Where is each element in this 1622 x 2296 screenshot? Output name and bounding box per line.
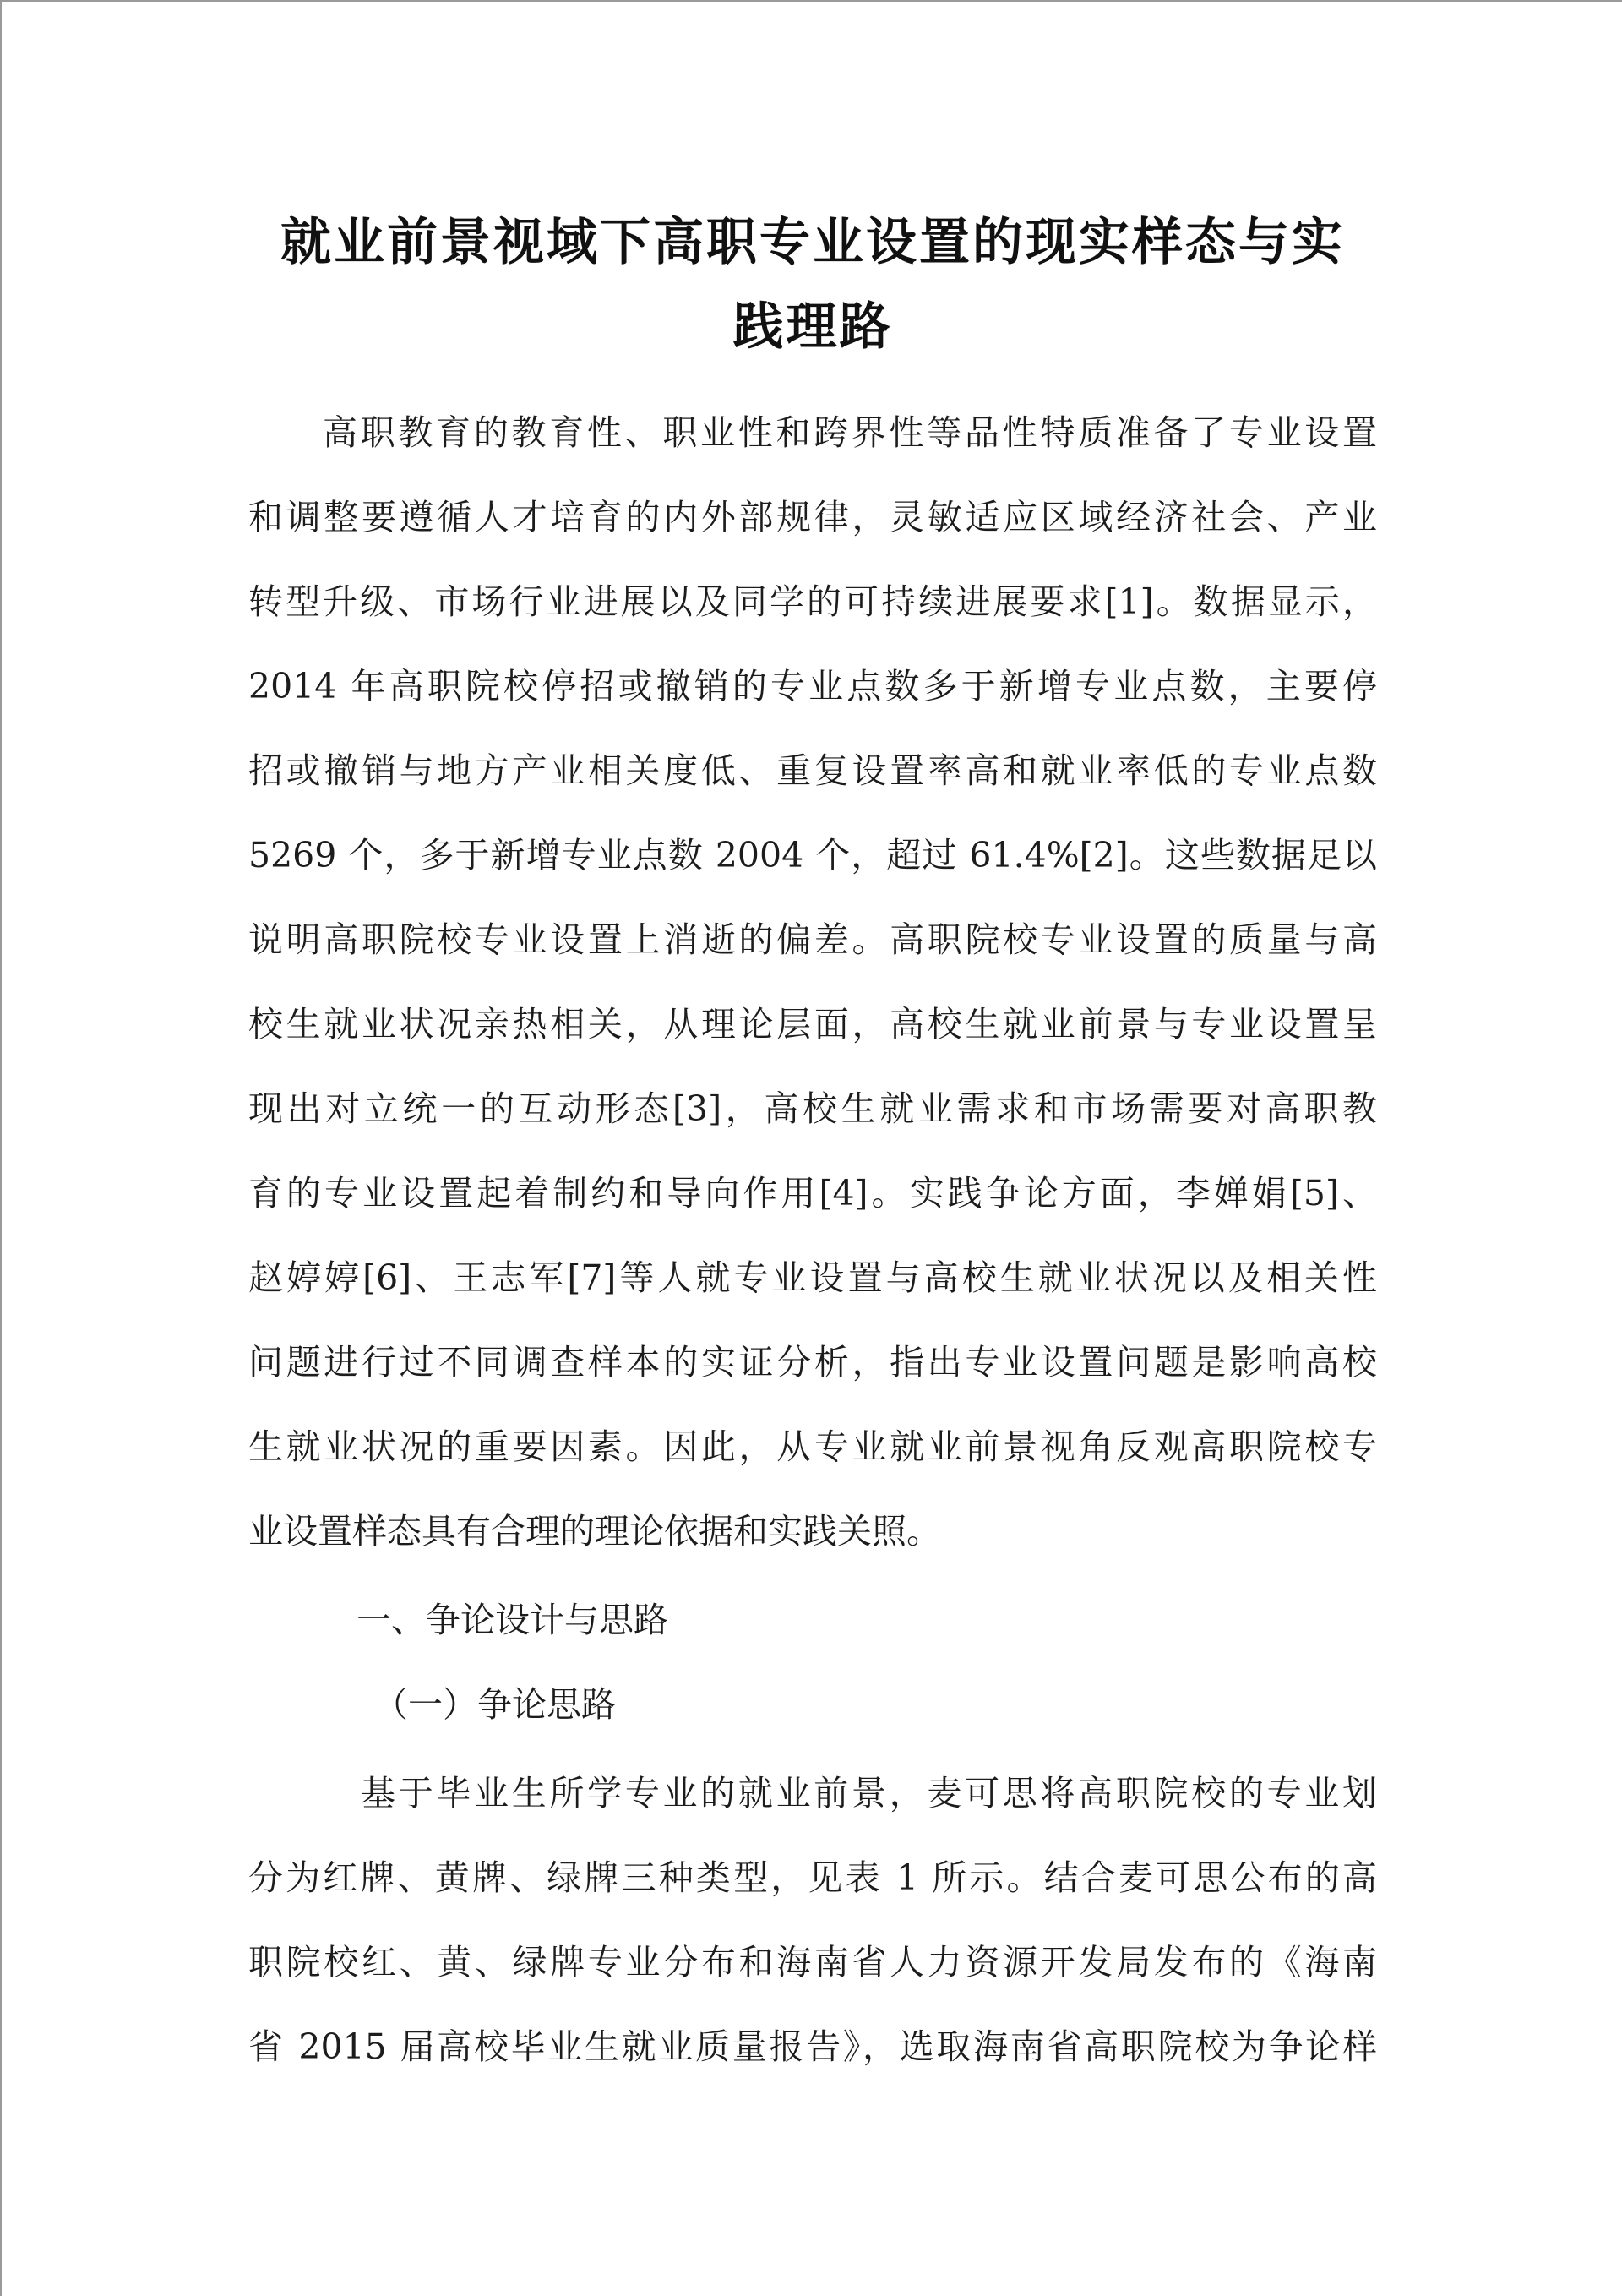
paragraph-line: 2014 年高职院校停招或撤销的专业点数多于新增专业点数，主要停	[248, 666, 1377, 706]
paragraph-line: 转型升级、市场行业进展以及同学的可持续进展要求[1]。数据显示，	[248, 581, 1377, 622]
document-title-line-2: 践理路	[732, 297, 893, 357]
paragraph-line: 分为红牌、黄牌、绿牌三种类型，见表 1 所示。结合麦可思公布的高	[248, 1857, 1377, 1898]
paragraph-line: 基于毕业生所学专业的就业前景，麦可思将高职院校的专业划	[361, 1773, 1377, 1813]
paragraph-line: 高职教育的教育性、职业性和跨界性等品性特质准备了专业设置	[323, 412, 1377, 453]
paragraph-line: 业设置样态具有合理的理论依据和实践关照。	[248, 1511, 941, 1552]
paragraph-line: 育的专业设置起着制约和导向作用[4]。实践争论方面，李婵娟[5]、	[248, 1173, 1377, 1213]
paragraph-line: 5269 个，多于新增专业点数 2004 个，超过 61.4%[2]。这些数据足以	[248, 835, 1377, 875]
paragraph-line: 职院校红、黄、绿牌专业分布和海南省人力资源开发局发布的《海南	[248, 1942, 1377, 1982]
paragraph-line: 生就业状况的重要因素。因此，从专业就业前景视角反观高职院校专	[248, 1426, 1377, 1467]
paragraph-line: 招或撤销与地方产业相关度低、重复设置率高和就业率低的专业点数	[248, 750, 1377, 791]
document-title-line-1: 就业前景视域下高职专业设置的现实样态与实	[280, 213, 1345, 272]
subsection-heading: （一）争论思路	[373, 1684, 616, 1725]
paragraph-line: 问题进行过不同调查样本的实证分析，指出专业设置问题是影响高校	[248, 1342, 1377, 1383]
paragraph-line: 省 2015 届高校毕业生就业质量报告》，选取海南省高职院校为争论样	[248, 2026, 1377, 2067]
paragraph-line: 说明高职院校专业设置上消逝的偏差。高职院校专业设置的质量与高	[248, 919, 1377, 960]
paragraph-line: 赵婷婷[6]、王志军[7]等人就专业设置与高校生就业状况以及相关性	[248, 1257, 1377, 1298]
paragraph-line: 现出对立统一的互动形态[3]，高校生就业需求和市场需要对高职教	[248, 1088, 1377, 1129]
section-heading: 一、争论设计与思路	[357, 1600, 668, 1640]
paragraph-line: 校生就业状况亲热相关，从理论层面，高校生就业前景与专业设置呈	[248, 1004, 1377, 1044]
paragraph-line: 和调整要遵循人才培育的内外部规律，灵敏适应区域经济社会、产业	[248, 497, 1377, 537]
